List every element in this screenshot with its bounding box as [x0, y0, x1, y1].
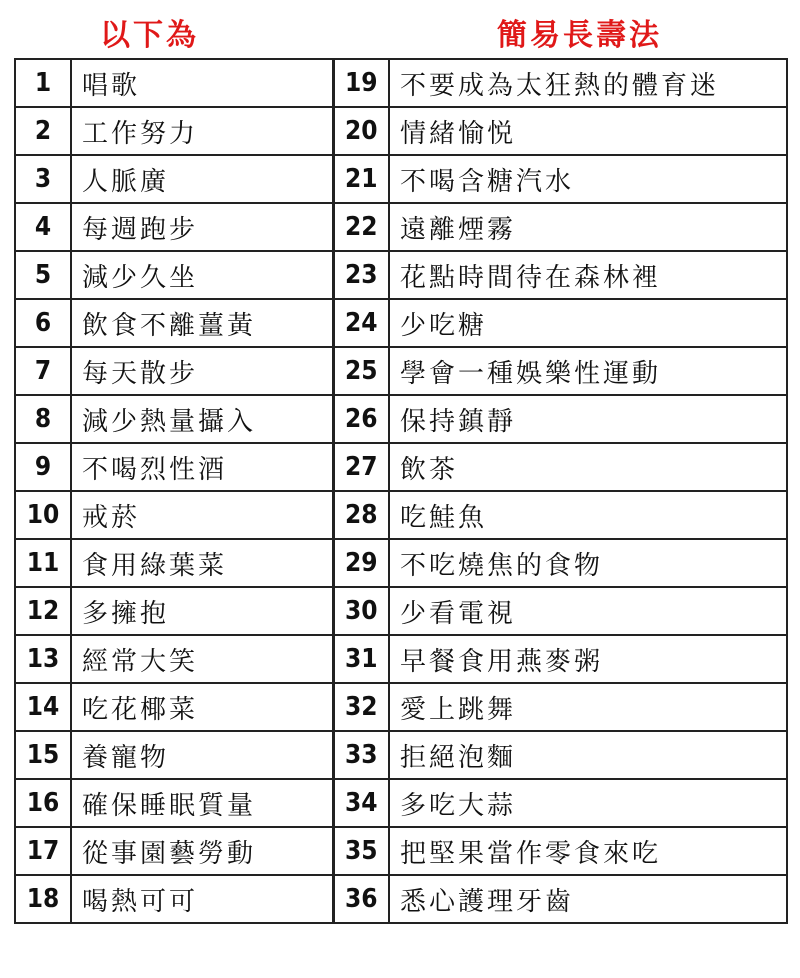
- item-text: 不喝含糖汽水: [389, 155, 787, 203]
- item-text: 減少熱量攝入: [71, 395, 333, 443]
- item-number: 19: [333, 59, 389, 107]
- item-text: 減少久坐: [71, 251, 333, 299]
- table-row: [15, 299, 787, 347]
- item-text: 學會一種娛樂性運動: [389, 347, 787, 395]
- item-number: 3: [15, 155, 71, 203]
- item-number: 18: [15, 875, 71, 923]
- item-number: 15: [15, 731, 71, 779]
- item-number: 14: [15, 683, 71, 731]
- item-number: 5: [15, 251, 71, 299]
- item-number: 12: [15, 587, 71, 635]
- table-row: [15, 443, 787, 491]
- table-row: [15, 635, 787, 683]
- table-row: [15, 203, 787, 251]
- item-number: 30: [333, 587, 389, 635]
- item-number: 27: [333, 443, 389, 491]
- item-text: 情緒愉悦: [389, 107, 787, 155]
- item-text: 吃鮭魚: [389, 491, 787, 539]
- item-number: 31: [333, 635, 389, 683]
- item-text: 悉心護理牙齒: [389, 875, 787, 923]
- item-text: 食用綠葉菜: [71, 539, 333, 587]
- item-text: 少吃糖: [389, 299, 787, 347]
- item-text: 飲食不離薑黃: [71, 299, 333, 347]
- item-number: 22: [333, 203, 389, 251]
- header: [0, 0, 800, 56]
- item-text: 不吃燒焦的食物: [389, 539, 787, 587]
- table-row: [15, 731, 787, 779]
- table-row: [15, 155, 787, 203]
- item-number: 21: [333, 155, 389, 203]
- item-text: 多擁抱: [71, 587, 333, 635]
- longevity-tips-table: [14, 58, 788, 924]
- item-text: 拒絕泡麵: [389, 731, 787, 779]
- item-number: 7: [15, 347, 71, 395]
- item-number: 10: [15, 491, 71, 539]
- item-number: 29: [333, 539, 389, 587]
- table-row: [15, 779, 787, 827]
- item-number: 35: [333, 827, 389, 875]
- item-text: 喝熱可可: [71, 875, 333, 923]
- item-text: 不喝烈性酒: [71, 443, 333, 491]
- item-number: 17: [15, 827, 71, 875]
- item-number: 11: [15, 539, 71, 587]
- item-number: 16: [15, 779, 71, 827]
- item-number: 25: [333, 347, 389, 395]
- item-text: 多吃大蒜: [389, 779, 787, 827]
- table-row: [15, 491, 787, 539]
- item-text: 把堅果當作零食來吃: [389, 827, 787, 875]
- item-number: 33: [333, 731, 389, 779]
- item-text: 愛上跳舞: [389, 683, 787, 731]
- item-text: 戒菸: [71, 491, 333, 539]
- item-text: 少看電視: [389, 587, 787, 635]
- item-text: 經常大笑: [71, 635, 333, 683]
- item-number: 23: [333, 251, 389, 299]
- item-text: 早餐食用燕麥粥: [389, 635, 787, 683]
- table-row: [15, 107, 787, 155]
- item-text: 每天散步: [71, 347, 333, 395]
- table-row: [15, 539, 787, 587]
- table-row: [15, 395, 787, 443]
- item-number: 24: [333, 299, 389, 347]
- item-number: 13: [15, 635, 71, 683]
- item-text: 人脈廣: [71, 155, 333, 203]
- item-text: 唱歌: [71, 59, 333, 107]
- item-number: 2: [15, 107, 71, 155]
- item-number: 28: [333, 491, 389, 539]
- title-left: 以下為: [100, 18, 199, 53]
- item-number: 1: [15, 59, 71, 107]
- table-row: [15, 875, 787, 923]
- item-number: 9: [15, 443, 71, 491]
- item-text: 不要成為太狂熱的體育迷: [389, 59, 787, 107]
- item-text: 每週跑步: [71, 203, 333, 251]
- item-number: 34: [333, 779, 389, 827]
- table-row: [15, 59, 787, 107]
- item-text: 飲茶: [389, 443, 787, 491]
- item-text: 花點時間待在森林裡: [389, 251, 787, 299]
- table-row: [15, 251, 787, 299]
- table-row: [15, 827, 787, 875]
- item-text: 從事園藝勞動: [71, 827, 333, 875]
- item-text: 工作努力: [71, 107, 333, 155]
- item-number: 4: [15, 203, 71, 251]
- item-number: 32: [333, 683, 389, 731]
- item-number: 36: [333, 875, 389, 923]
- item-text: 吃花椰菜: [71, 683, 333, 731]
- item-text: 養寵物: [71, 731, 333, 779]
- item-number: 8: [15, 395, 71, 443]
- table-row: [15, 587, 787, 635]
- title-right: 簡易長壽法: [497, 18, 662, 53]
- item-text: 保持鎮靜: [389, 395, 787, 443]
- table-row: [15, 683, 787, 731]
- item-number: 6: [15, 299, 71, 347]
- item-number: 26: [333, 395, 389, 443]
- item-number: 20: [333, 107, 389, 155]
- table-row: [15, 347, 787, 395]
- item-text: 遠離煙霧: [389, 203, 787, 251]
- item-text: 確保睡眠質量: [71, 779, 333, 827]
